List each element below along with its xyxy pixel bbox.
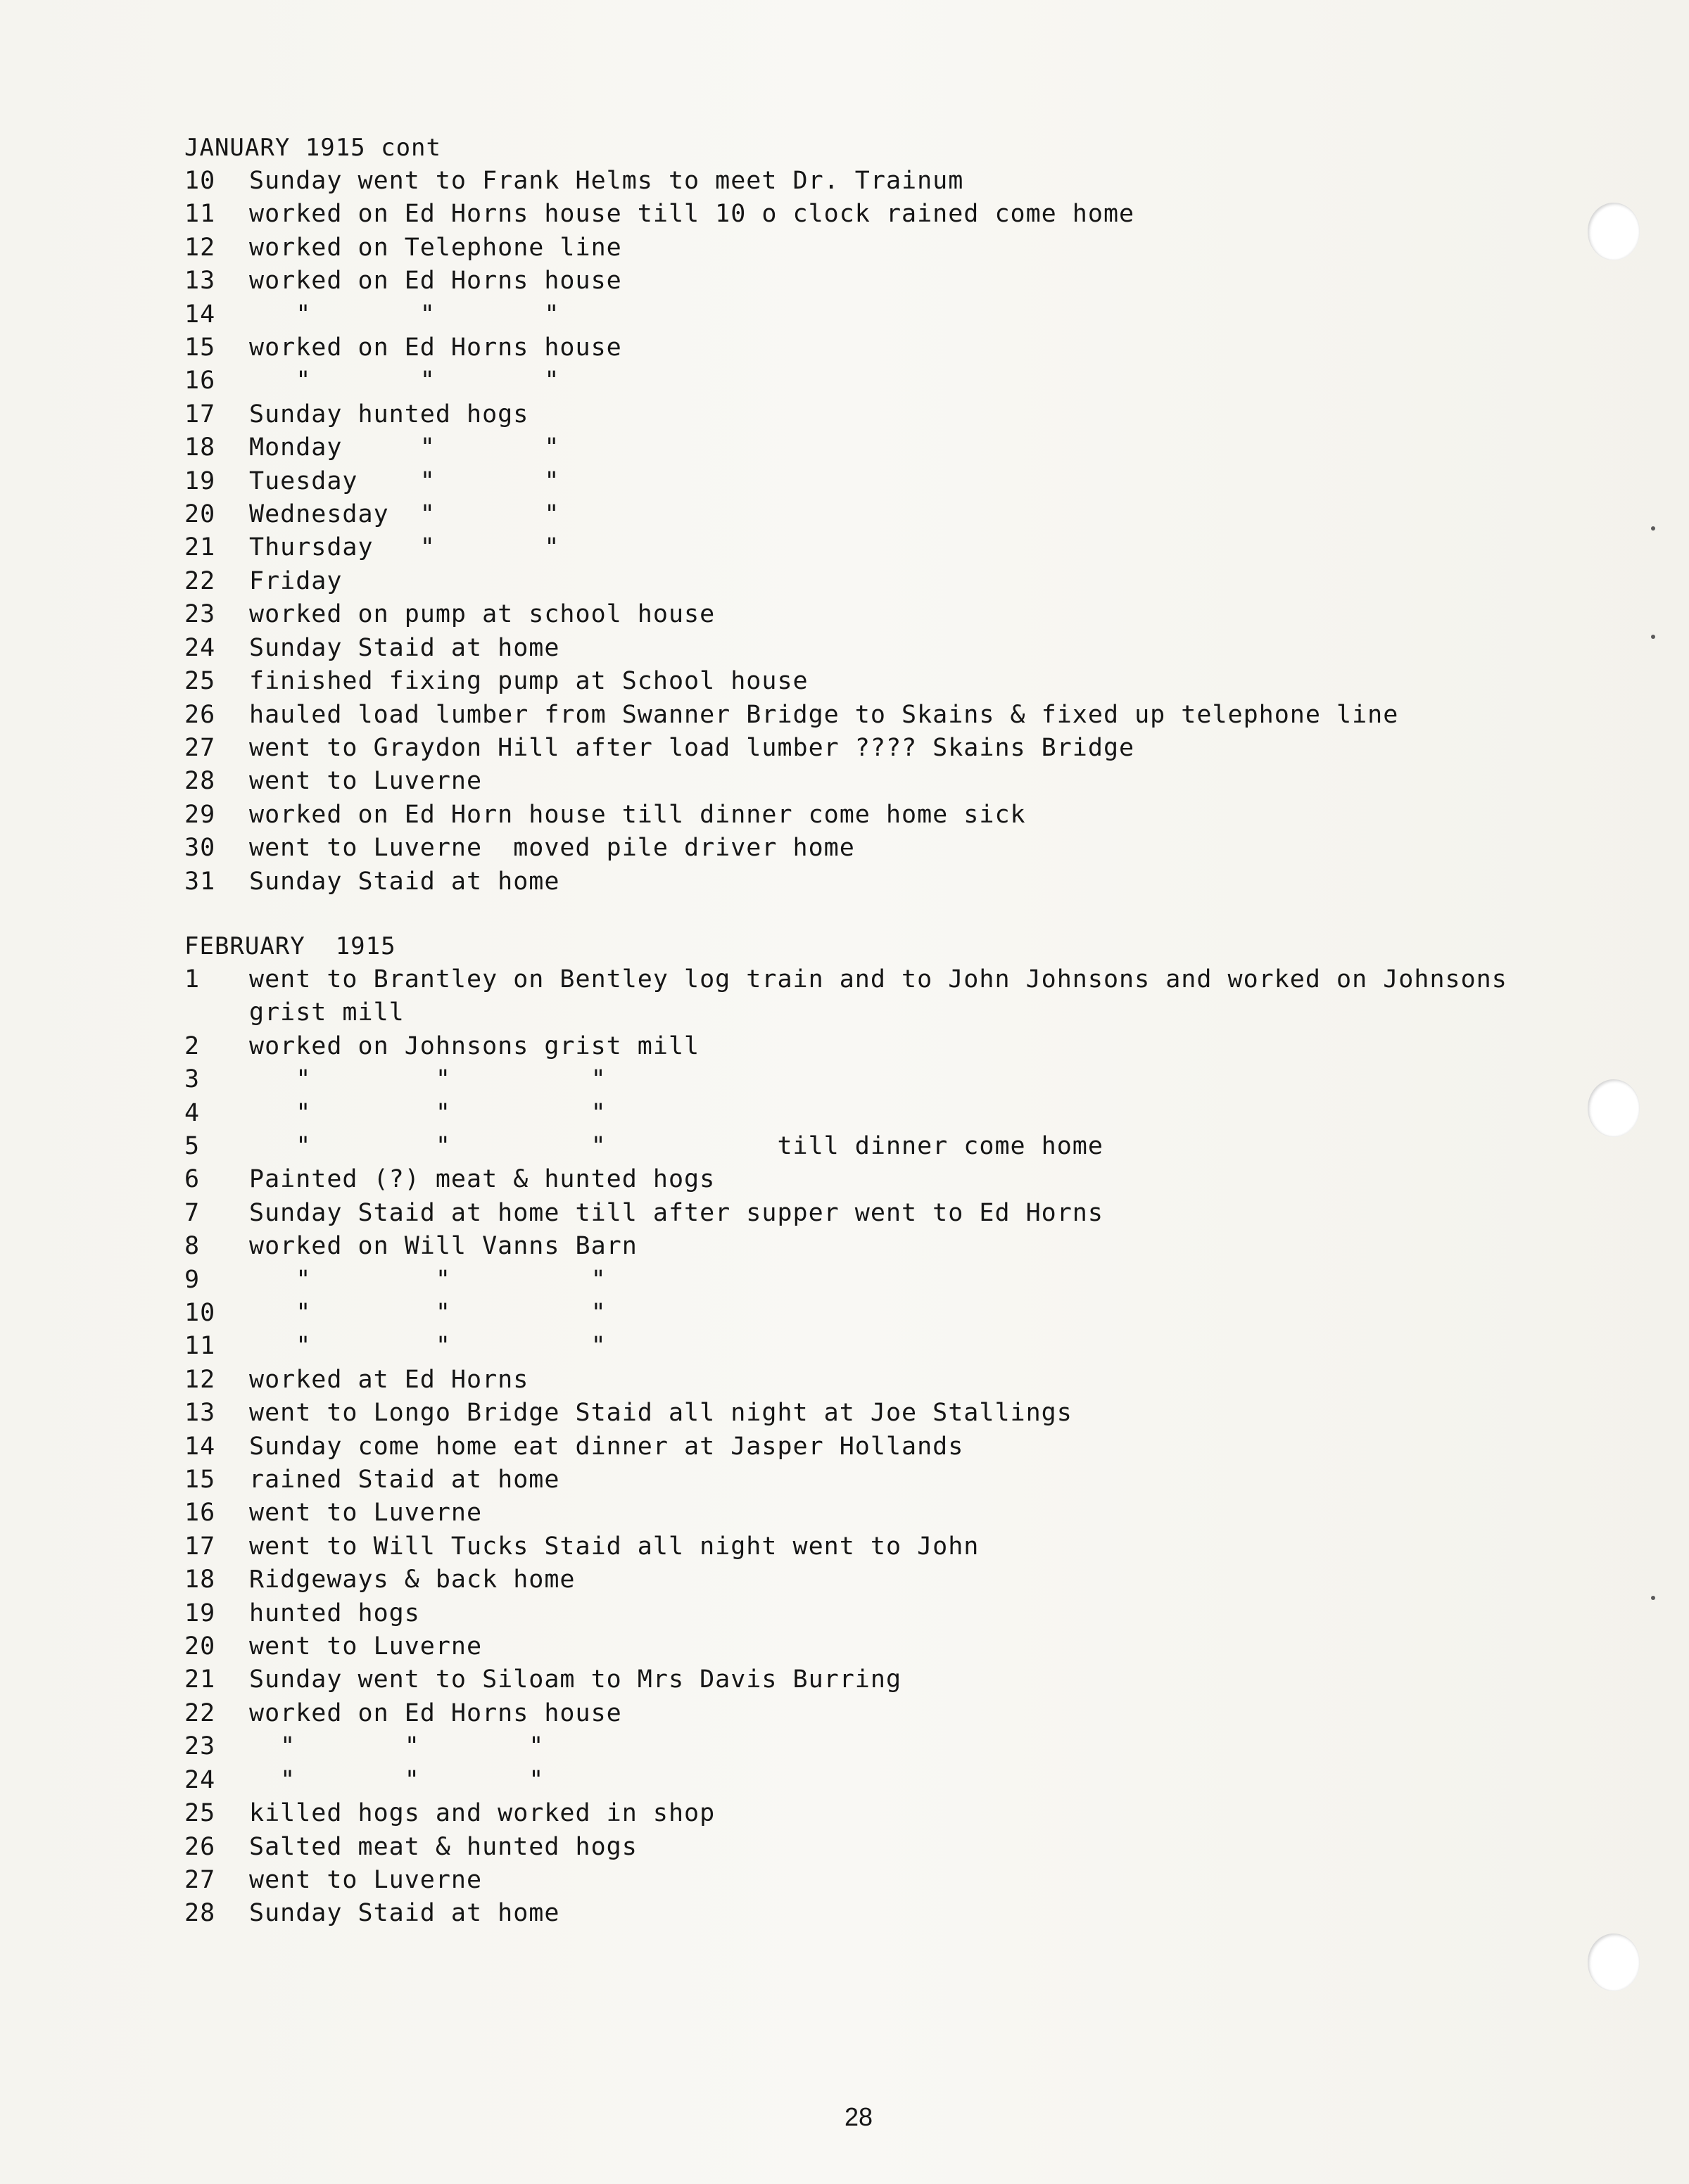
entry-text: " " ": [249, 367, 560, 395]
entry-day: 11: [184, 200, 216, 229]
entry-day: 1: [184, 965, 201, 993]
entry-text: Monday " ": [249, 433, 560, 462]
entry-day: 23: [184, 1732, 216, 1761]
entry-day: 7: [184, 1198, 201, 1227]
diary-entry: [184, 1163, 1522, 1196]
paper-speck: [1651, 1596, 1655, 1600]
entry-text: Sunday went to Frank Helms to meet Dr. Trainum: [249, 167, 964, 195]
entry-text: Tuesday " ": [249, 466, 560, 495]
entry-text: hauled load lumber from Swanner Bridge to Skains & fixed up telephone line: [249, 700, 1399, 729]
diary-entry: [184, 165, 1522, 198]
entry-day: 19: [184, 1599, 216, 1627]
diary-entry: [184, 632, 1522, 665]
entry-text: Painted (?) meat & hunted hogs: [249, 1165, 716, 1194]
entry-day: 24: [184, 1765, 216, 1794]
entry-text: Sunday Staid at home: [249, 1899, 560, 1928]
entry-day: 26: [184, 1832, 216, 1861]
entry-text: went to Luverne: [249, 1865, 483, 1894]
entry-text: worked at Ed Horns: [249, 1365, 529, 1394]
entry-day: 30: [184, 834, 216, 863]
entry-day: 11: [184, 1332, 216, 1361]
entry-day: 26: [184, 700, 216, 729]
entry-text: Sunday went to Siloam to Mrs Davis Burring: [249, 1665, 902, 1694]
diary-entry: [184, 1897, 1522, 1930]
diary-entry: [184, 364, 1522, 398]
diary-entry: [184, 198, 1522, 231]
entry-day: 18: [184, 433, 216, 462]
entry-day: 10: [184, 167, 216, 195]
entry-day: 28: [184, 1899, 216, 1928]
entry-text: Sunday Staid at home: [249, 867, 560, 896]
entry-day: 21: [184, 533, 216, 562]
entry-day: 15: [184, 334, 216, 362]
entry-text: worked on Ed Horns house: [249, 1699, 622, 1727]
entry-text: " " ": [249, 1765, 545, 1794]
entry-day: 22: [184, 1699, 216, 1727]
entry-text: Sunday Staid at home: [249, 633, 560, 662]
entry-text: " " ": [249, 1265, 607, 1294]
diary-entry: [184, 1697, 1522, 1730]
entry-day: 16: [184, 1499, 216, 1528]
entry-day: 17: [184, 400, 216, 428]
entry-text: went to Luverne moved pile driver home: [249, 834, 855, 863]
punch-hole: [1588, 1934, 1640, 1991]
diary-entry: [184, 1730, 1522, 1763]
entry-day: 18: [184, 1566, 216, 1594]
entry-text: worked on Will Vanns Barn: [249, 1232, 638, 1261]
entry-day: 12: [184, 1365, 216, 1394]
entry-day: 13: [184, 1399, 216, 1428]
entry-day: 15: [184, 1466, 216, 1494]
entry-day: 5: [184, 1131, 201, 1160]
diary-entry: [184, 1197, 1522, 1230]
paper-speck: [1651, 635, 1655, 639]
diary-entry: [184, 565, 1522, 598]
diary-entry: [184, 498, 1522, 531]
diary-entry: [184, 865, 1522, 899]
entry-text: Wednesday " ": [249, 500, 560, 529]
diary-entry: [184, 1430, 1522, 1464]
entry-text: Sunday hunted hogs: [249, 400, 529, 428]
diary-entry: [184, 799, 1522, 832]
entry-text: went to Luverne: [249, 1632, 483, 1661]
entry-day: 20: [184, 1632, 216, 1661]
entry-day: 25: [184, 1799, 216, 1828]
diary-entry: [184, 465, 1522, 498]
entry-day: 24: [184, 633, 216, 662]
diary-entry: [184, 832, 1522, 865]
diary-content: [184, 131, 1522, 1931]
diary-entry: [184, 1497, 1522, 1530]
entry-text: killed hogs and worked in shop: [249, 1799, 716, 1828]
diary-entry: [184, 1663, 1522, 1696]
diary-entry: [184, 531, 1522, 564]
entry-text: finished fixing pump at School house: [249, 667, 809, 696]
diary-entry: [184, 1097, 1522, 1130]
entry-text: went to Graydon Hill after load lumber ???? Skains Bridge: [249, 733, 1135, 762]
section-gap: [184, 899, 1522, 929]
diary-entry: [184, 1130, 1522, 1163]
entry-day: 17: [184, 1532, 216, 1561]
entry-day: 31: [184, 867, 216, 896]
diary-entry: [184, 1230, 1522, 1263]
diary-entry: [184, 1464, 1522, 1497]
entry-day: 19: [184, 466, 216, 495]
diary-entry: [184, 699, 1522, 732]
diary-entry: [184, 231, 1522, 265]
punch-hole: [1588, 203, 1640, 260]
entry-text: worked on Johnsons grist mill: [249, 1031, 700, 1060]
diary-entry: [184, 1563, 1522, 1596]
diary-entry: [184, 1397, 1522, 1430]
diary-entry: [184, 765, 1522, 798]
diary-entry: [184, 1797, 1522, 1830]
entry-day: 8: [184, 1232, 201, 1261]
diary-entry: [184, 1063, 1522, 1096]
entry-day: 21: [184, 1665, 216, 1694]
diary-entry: [184, 598, 1522, 631]
diary-entry: [184, 1864, 1522, 1897]
entry-text: went to Brantley on Bentley log train and to John Johnsons and worked on Johnsons grist mill: [249, 965, 1523, 1027]
entry-text: went to Longo Bridge Staid all night at Joe Stallings: [249, 1399, 1073, 1428]
diary-entry: [184, 1264, 1522, 1297]
entry-text: went to Luverne: [249, 1499, 483, 1528]
paper-speck: [1651, 526, 1655, 531]
entry-text: Salted meat & hunted hogs: [249, 1832, 638, 1861]
entry-day: 3: [184, 1065, 201, 1094]
section-title: FEBRUARY 1915: [184, 932, 396, 960]
diary-entry: [184, 1630, 1522, 1663]
entry-day: 20: [184, 500, 216, 529]
entry-day: 14: [184, 300, 216, 329]
entry-day: 9: [184, 1265, 201, 1294]
entry-day: 13: [184, 267, 216, 296]
entry-day: 25: [184, 667, 216, 696]
section-title: JANUARY 1915 cont: [184, 134, 441, 162]
entry-day: 27: [184, 1865, 216, 1894]
entry-text: worked on Ed Horns house: [249, 267, 622, 296]
entry-text: worked on Ed Horns house till 10 o clock rained come home: [249, 200, 1135, 229]
entry-text: " " ": [249, 1065, 607, 1094]
entry-day: 14: [184, 1432, 216, 1461]
entry-day: 16: [184, 367, 216, 395]
entry-text: " " ": [249, 1098, 607, 1127]
diary-entry: [184, 1764, 1522, 1797]
diary-entry: [184, 331, 1522, 364]
entry-text: worked on Ed Horns house: [249, 334, 622, 362]
entry-text: " " ": [249, 1732, 545, 1761]
entry-text: " " ": [249, 300, 560, 329]
entry-text: worked on pump at school house: [249, 600, 716, 629]
entry-text: " " ": [249, 1332, 607, 1361]
entry-text: went to Luverne: [249, 767, 483, 796]
entry-text: rained Staid at home: [249, 1466, 560, 1494]
diary-entry: [184, 1597, 1522, 1630]
entry-day: 27: [184, 733, 216, 762]
diary-entry: [184, 1364, 1522, 1397]
entry-text: Sunday come home eat dinner at Jasper Hollands: [249, 1432, 964, 1461]
diary-entry: [184, 1530, 1522, 1563]
entry-text: worked on Telephone line: [249, 233, 622, 262]
entry-day: 10: [184, 1299, 216, 1327]
entry-text: Sunday Staid at home till after supper went to Ed Horns: [249, 1198, 1103, 1227]
entry-day: 4: [184, 1098, 201, 1127]
entry-text: hunted hogs: [249, 1599, 420, 1627]
diary-entry: [184, 1831, 1522, 1864]
entry-day: 28: [184, 767, 216, 796]
entry-day: 23: [184, 600, 216, 629]
entry-text: Thursday " ": [249, 533, 560, 562]
entry-day: 29: [184, 800, 216, 829]
diary-entry: [184, 1330, 1522, 1363]
entry-text: worked on Ed Horn house till dinner come home sick: [249, 800, 1026, 829]
entry-text: " " ": [249, 1299, 607, 1327]
diary-entry: [184, 665, 1522, 698]
entry-day: 12: [184, 233, 216, 262]
diary-entry: [184, 398, 1522, 431]
diary-entry: [184, 265, 1522, 298]
entry-text: Friday: [249, 566, 343, 595]
entry-text: " " " till dinner come home: [249, 1131, 1103, 1160]
diary-entry: [184, 1297, 1522, 1330]
entry-day: 2: [184, 1031, 201, 1060]
diary-entry: [184, 732, 1522, 765]
diary-entry: [184, 298, 1522, 331]
entry-text: went to Will Tucks Staid all night went to John: [249, 1532, 980, 1561]
entry-day: 22: [184, 566, 216, 595]
diary-entry: [184, 431, 1522, 464]
entry-text: Ridgeways & back home: [249, 1566, 576, 1594]
diary-entry: [184, 1030, 1522, 1063]
diary-entry: [184, 963, 1522, 1030]
punch-hole: [1588, 1079, 1640, 1137]
page-number: 28: [844, 2102, 873, 2131]
entry-day: 6: [184, 1165, 201, 1194]
